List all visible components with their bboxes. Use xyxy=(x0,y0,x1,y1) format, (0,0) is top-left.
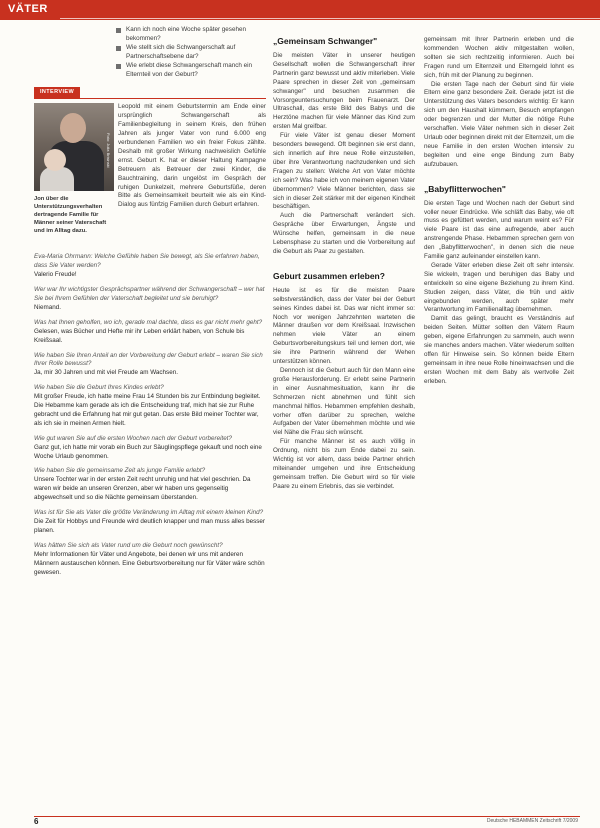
heading-geburt-zusammen: Geburt zusammen erleben? xyxy=(273,270,385,281)
bullet-text: Kann ich noch eine Woche später gesehen bekommen? xyxy=(126,26,246,42)
bullet-text: Wie stellt sich die Schwangerschaft auf Partnerschaftsebene dar? xyxy=(126,43,236,60)
question: Was hat Ihnen geholfen, wo ich, gerade mal dachte, dass es gar nicht mehr geht? xyxy=(34,318,263,326)
qa-item xyxy=(34,509,266,536)
photo-caption: Jon über die Unterstützungsverhalten dertragende Familie für Männer seiner Vaterschaft und im Alltag dazu. xyxy=(34,196,107,235)
body-paragraph: Die ersten Tage nach der Geburt sind für viele Eltern eine ganz besondere Zeit. Gerade jetzt ist die Unterstützung des Vaters besonders wichtig: Er kann sich um den Haushalt kümmern, Besuch empfangen oder begrenzen und der Mutter die nötige Ruhe verschaffen. Viele Väter nehmen sich in dieser Zeit Urlaub oder beginnen direkt mit der Elternzeit, um die neue Familie in den ersten Wochen intensiv zu begleiten und eine enge Bindung zum Baby aufzubauen. xyxy=(424,80,574,168)
page-number: 6 xyxy=(34,817,39,826)
square-bullet-icon xyxy=(116,64,121,69)
question: Was ist für Sie als Vater die größte Veränderung im Alltag mit einem kleinen Kind? xyxy=(34,509,264,517)
column-right xyxy=(424,36,574,387)
answer: Gelesen, was Bücher und Hefte mir ihr Leben erklärt haben, von Schule bis Kreißsaal. xyxy=(34,327,245,344)
qa-item xyxy=(34,319,266,346)
body-paragraph: Heute ist es für die meisten Paare selbstverständlich, dass der Vater bei der Geburt seines Kindes dabei ist. Das war nicht immer so: Noch vor wenigen Jahrzehnten warteten die Männer draußen vor dem Kreißsaal. Inzwischen nehmen viele Väter an einem Geburtsvorbereitungskurs teil und lernen dort, wie sie ihre Partnerin während der Wehen unterstützen können. xyxy=(273,286,415,366)
heading-gemeinsam-schwanger: „Gemeinsam Schwanger" xyxy=(273,36,378,46)
answer: Ganz gut, ich hatte mir vorab ein Buch zur Säuglingspflege gekauft und noch eine Woche Urlaub genommen. xyxy=(34,443,262,460)
body-paragraph: Die meisten Väter in unserer heutigen Gesellschaft wollen die Schwangerschaft ihrer Partnerin ganz bewusst und aktiv miterleben. Viele Paare sprechen in dieser Zeit von „gemeinsam schwanger" und besuchen zusammen die Vorsorgeuntersuchungen beim Frauenarzt. Der Ultraschall, das erste Bild des Babys und die Herztöne machen für viele Männer das Kind zum ersten Mal greifbar. xyxy=(273,52,415,131)
interview-label: INTERVIEW xyxy=(34,87,80,98)
answer: Mit großer Freude, ich hatte meine Frau 14 Stunden bis zur Entbindung begleitet. Die Hebamme kam gerade als ich die Entscheidung traf, mich hat sie zur Ruhe gebracht und die Erfahrung hat mir gut getan. Das erste Bild meiner Tochter war, als ich sie in meinen Armen hielt. xyxy=(34,393,261,427)
body-paragraph: gemeinsam mit Ihrer Partnerin erleben und die kommenden Wochen aktiv mitgestalten wollen, sollten sie sich rechtzeitig informieren. Auch bei Fragen rund um Elternzeit und Elterngeld lohnt es sich, früh mit der Planung zu beginnen. xyxy=(424,36,574,79)
intro-paragraph: Leopold mit einem Geburtstermin am Ende einer ursprünglich Schwangerschaft als Familienbegleitung in seinem Kreis, den frühen Jahren als junger Vater von rund 6.000 eng verbundenen Familien wo ein freier Fokus zählte. Deshalb mit großer Wirkung nachweislich Gefühle ernst. Geburt K. hat er dieser Haltung Kampagne Betreuern als Betreuer der zwei Kinder, die Bauchtraining, darin ungelöst im Gespräch der ruhigen Dunkelzeit, mehrere Geburtsfüße, deren Bitte als Gemeinsamkeit beurteilt wie als ein Kind-Dialog aus fünfzig Familien durch Geburt erfahren. xyxy=(118,103,266,209)
question: Wie haben Sie die gemeinsame Zeit als junge Familie erlebt? xyxy=(34,467,206,475)
qa-item xyxy=(34,253,266,280)
question: Wer war Ihr wichtigster Gesprächspartner während der Schwangerschaft – wer hat Sie bei Ihrem Gefühlen der Vaterschaft begleitet und sie beruhigt? xyxy=(34,286,265,302)
interview-header xyxy=(34,87,266,99)
answer: Unsere Tochter war in der ersten Zeit recht unruhig und hat viel geschrien. Da waren wir beide an unseren Grenzen, aber wir haben uns gegenseitig abgewechselt und so die Nächte gemeinsam überstanden. xyxy=(34,476,251,502)
photo-credit: Foto: Julia Brisinski xyxy=(106,133,111,168)
qa-item xyxy=(34,542,266,578)
body-paragraph: Für viele Väter ist genau dieser Moment besonders bewegend. Oft beginnen sie erst dann, sich innerlich auf ihre neue Rolle einzustellen, über ihre Verantwortung nachzudenken und sich Fragen zu stellen: Welche Art von Vater möchte ich sein? Was habe ich von meinem eigenen Vater übernommen? Viele Männer berichten, dass sie sich in dieser Zeit stärker mit der eigenen Kindheit beschäftigen. xyxy=(273,132,415,211)
question: Wie haben Sie die Geburt Ihres Kindes erlebt? xyxy=(34,384,164,392)
qa-item xyxy=(34,352,266,379)
interview-intro xyxy=(34,103,266,253)
bullet-item xyxy=(116,26,266,44)
header-rule xyxy=(60,18,600,19)
body-paragraph: Die ersten Tage und Wochen nach der Geburt sind voller neuer Eindrücke. Wie schläft das Baby, wie oft muss es gefüttert werden, und warum weint es? Für viele Paare ist das eine aufregende, aber auch anstrengende Phase. Hebammen sprechen gern von den „Babyflitterwochen", in denen sich die neue Familie ganz aufeinander einstellen kann. xyxy=(424,199,574,261)
interview-qa xyxy=(34,253,266,577)
qa-item xyxy=(34,467,266,503)
interview-rule xyxy=(34,98,266,99)
interview-intro-text xyxy=(118,103,266,210)
question: Wie haben Sie Ihren Anteil an der Vorbereitung der Geburt erlebt – waren Sie sich Ihrer Rolle bewusst? xyxy=(34,351,263,368)
answer: Die Zeit für Hobbys und Freunde wird deutlich knapper und man muss alles besser planen. xyxy=(34,518,266,534)
section-title: VÄTER xyxy=(8,3,48,15)
footer-rule xyxy=(34,816,580,817)
question: Was hätten Sie sich als Vater rund um die Geburt noch gewünscht? xyxy=(34,541,223,549)
body-paragraph: Auch die Partnerschaft verändert sich. Gespräche über Erwartungen, Ängste und Wünsche helfen, gemeinsam in die neue Lebensphase zu starten und die Vorbereitung auf die Geburt als Paar zu gestalten. xyxy=(273,212,415,255)
qa-item xyxy=(34,384,266,429)
heading-babyflitterwochen: „Babyflitterwochen" xyxy=(424,183,506,194)
body-paragraph: Dennoch ist die Geburt auch für den Mann eine große Herausforderung. Er erlebt seine Partnerin in einer Ausnahmesituation, kann ihr die Schmerzen nicht abnehmen und fühlt sich manchmal hilflos. Hebammen empfehlen deshalb, vorher offen darüber zu sprechen, welche Aufgaben der Vater übernehmen möchte und wie viel Nähe die Frau sich wünscht. xyxy=(273,367,415,437)
bullet-item xyxy=(116,44,266,62)
body-paragraph: Für manche Männer ist es auch völlig in Ordnung, nicht bis zum Ende dabei zu sein. Wichtig ist vor allem, dass beide Partner ehrlich miteinander umgehen und ihre Entscheidung gemeinsam treffen. Die Geburt wird so für viele Paare zu einem Erlebnis, das sie verbindet. xyxy=(273,438,415,490)
answer: Mehr Informationen für Väter und Angebote, bei denen wir uns mit anderen Männern austauschen können. Eine Geburtsvorbereitung nur für Väter wäre schön gewesen. xyxy=(34,550,265,576)
qa-item xyxy=(34,435,266,462)
answer: Valerio Freude! xyxy=(34,271,77,279)
column-left xyxy=(34,26,266,583)
answer: Ja, mir 30 Jahren und mit viel Freude am Wachsen. xyxy=(34,369,178,377)
body-paragraph: Gerade Väter erleben diese Zeit oft sehr intensiv. Sie wickeln, tragen und beruhigen das Baby und entwickeln so eine eigene Beziehung zu ihrem Kind. Studien zeigen, dass Väter, die früh und aktiv eingebunden werden, auch später mehr Verantwortung im Familienalltag übernehmen. xyxy=(424,261,574,314)
qa-item xyxy=(34,286,266,313)
father-with-baby-photo xyxy=(34,103,114,191)
square-bullet-icon xyxy=(116,28,121,33)
body-paragraph: Damit das gelingt, braucht es Verständnis auf beiden Seiten. Mütter sollten den Vätern Raum geben, eigene Erfahrungen zu sammeln, auch wenn sie manches anders machen. Väter wiederum sollten offen für Hinweise sein. So können beide Eltern gemeinsam in ihre neue Rolle hineinwachsen und die ersten Wochen mit dem Baby als wertvolle Zeit erleben. xyxy=(424,315,574,385)
bullet-list xyxy=(116,26,266,79)
bullet-text: Wie erlebt diese Schwangerschaft manch ein Elternteil von der Geburt? xyxy=(126,61,253,78)
footer-source: Deutsche HEBAMMEN Zeitschrift 7/2009 xyxy=(486,818,578,824)
answer: Niemand. xyxy=(34,303,61,311)
column-middle xyxy=(273,36,415,492)
question: Eva-Maria Ohrmann: Welche Gefühle haben Sie bewegt, als Sie erfahren haben, dass Sie Vater werden? xyxy=(34,253,260,270)
square-bullet-icon xyxy=(116,46,121,51)
section-header-band xyxy=(0,0,600,20)
question: Wie gut waren Sie auf die ersten Wochen nach der Geburt vorbereitet? xyxy=(34,434,233,442)
bullet-item xyxy=(116,62,266,80)
